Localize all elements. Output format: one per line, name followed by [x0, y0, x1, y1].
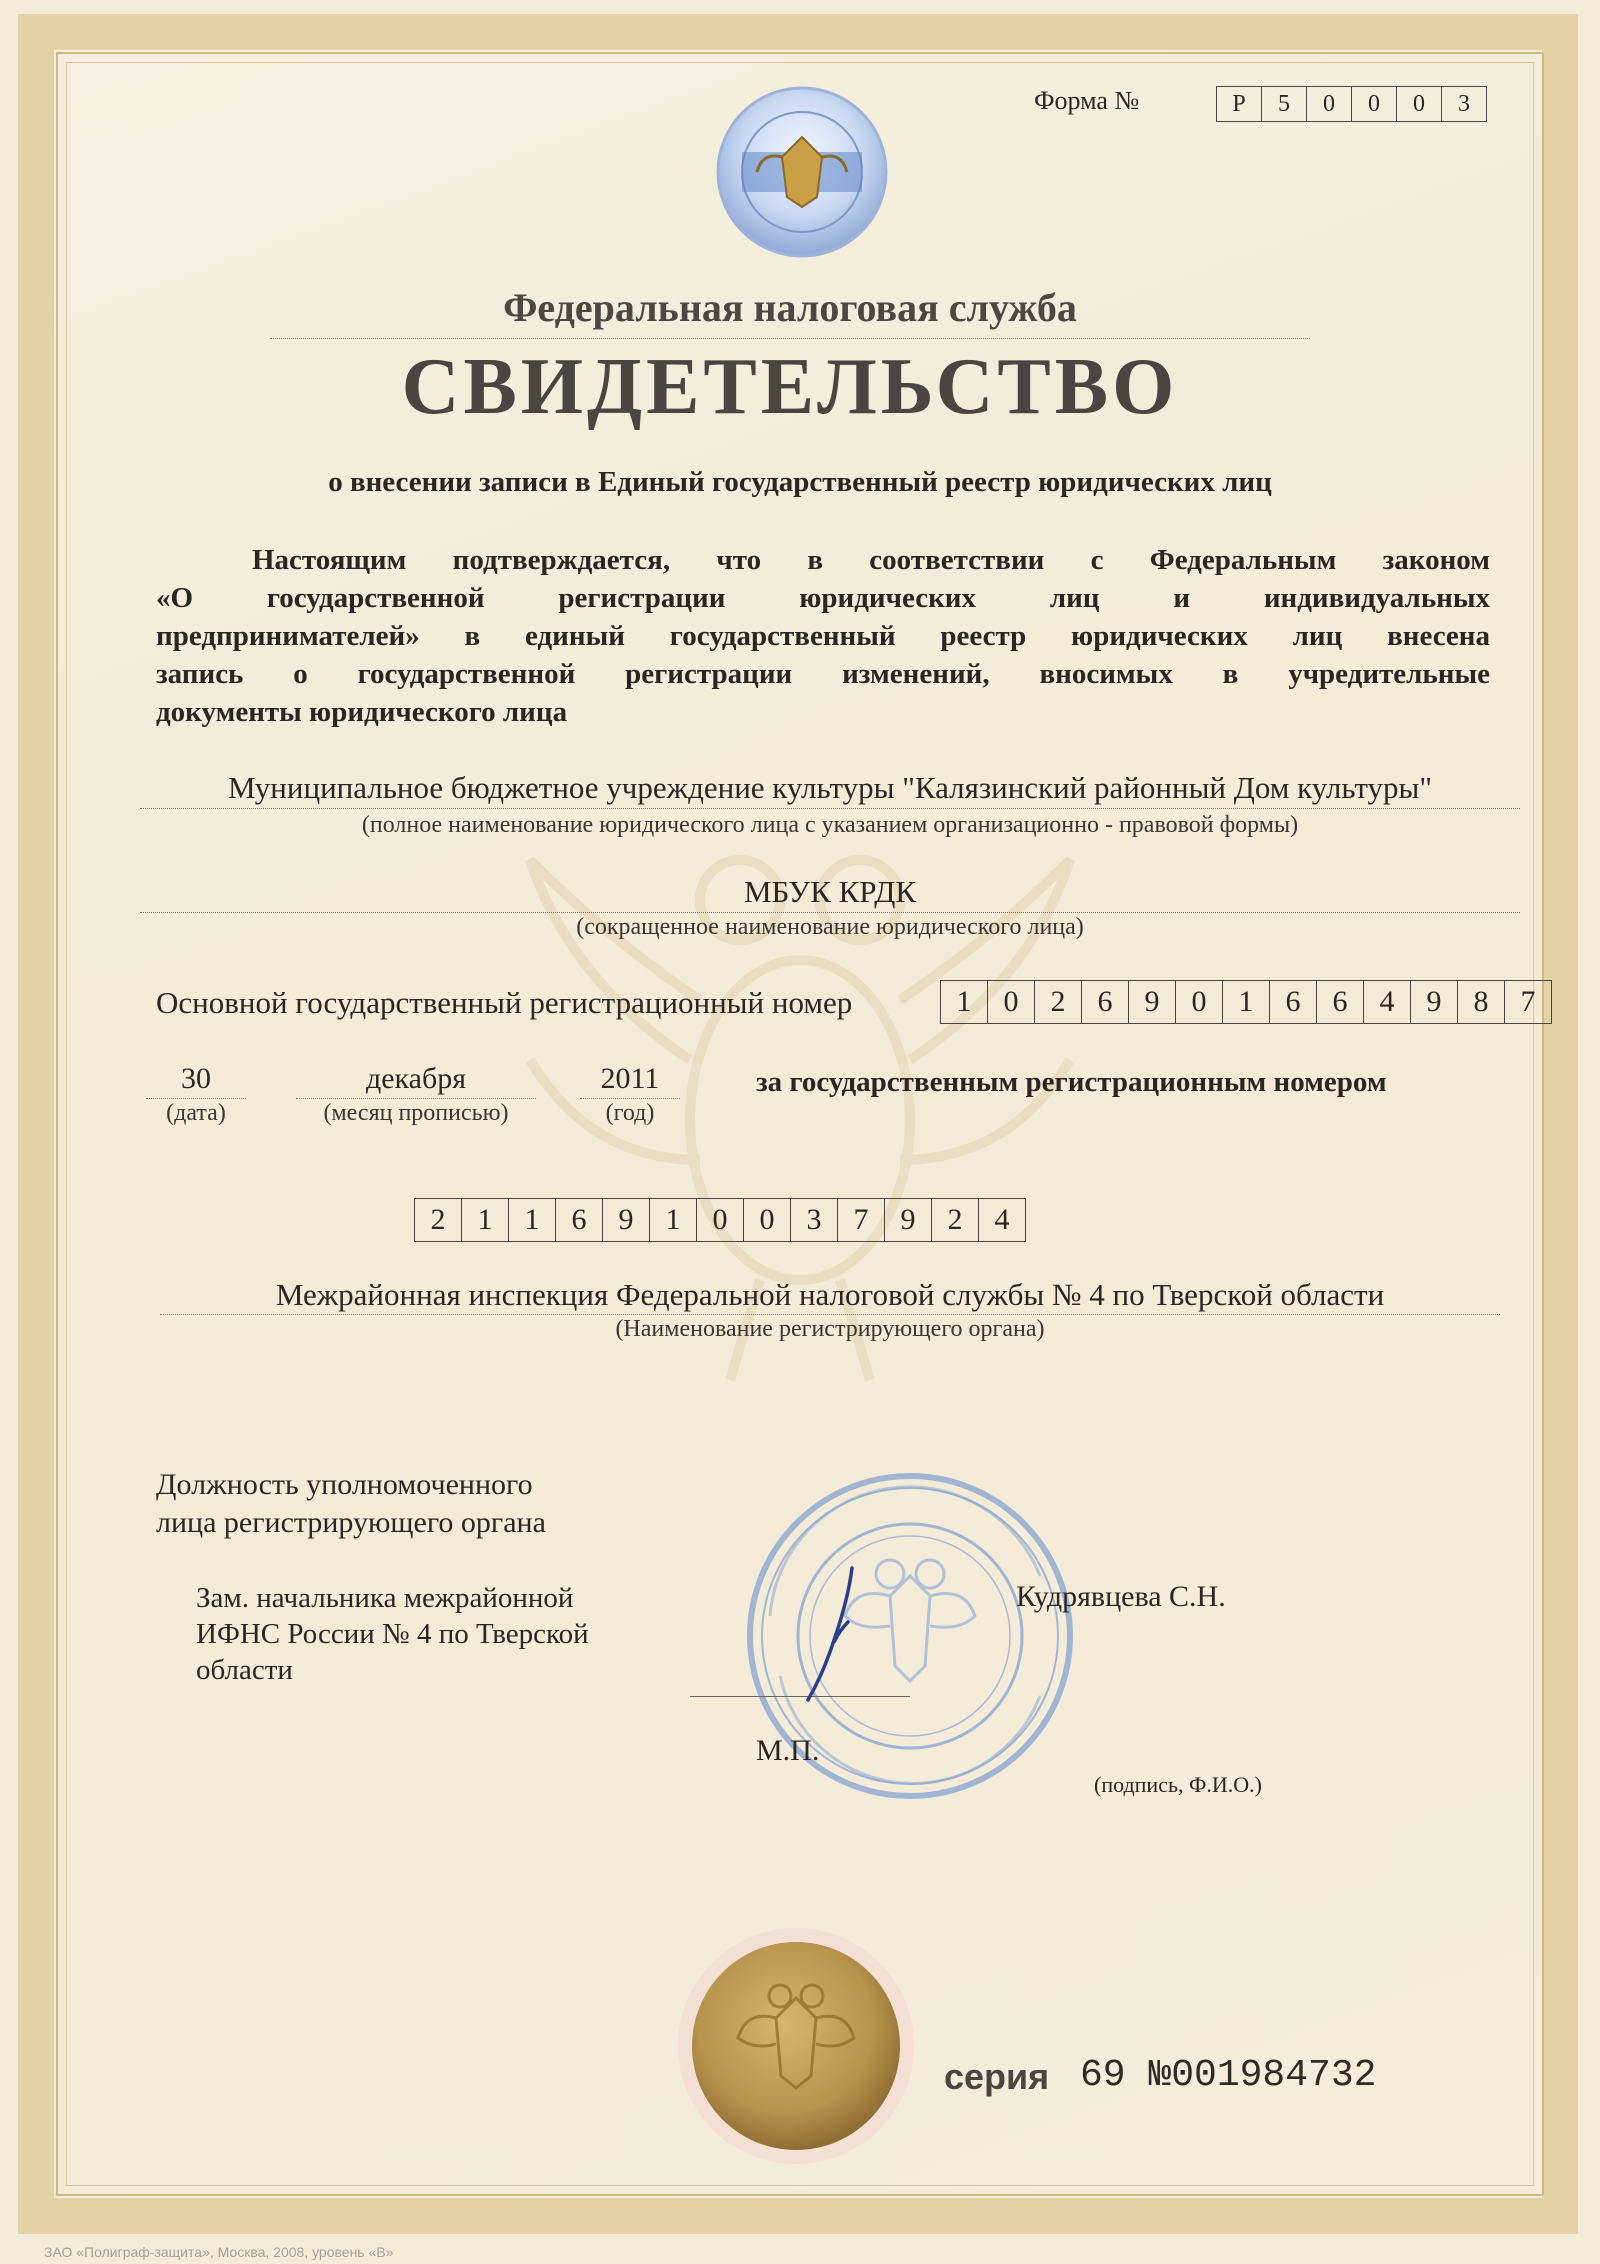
- ogrn-label: Основной государственный регистрационный номер: [156, 985, 853, 1020]
- position-label-line: Должность уполномоченного: [156, 1468, 533, 1501]
- date-year: 2011: [600, 1062, 660, 1095]
- date-year-line: [580, 1098, 680, 1099]
- entity-short-name-line: [140, 912, 1520, 913]
- ogrn-digit: 4: [1364, 981, 1411, 1023]
- signatory-position-line: ИФНС России № 4 по Тверской: [196, 1618, 589, 1650]
- body-line: документы юридического лица: [156, 696, 568, 728]
- series-number: 69 №001984732: [1080, 2054, 1377, 2097]
- ogrn-digit: 7: [1520, 985, 1536, 1018]
- grn-digit: 2: [415, 1199, 462, 1241]
- form-cell: 5: [1262, 87, 1307, 121]
- certificate-title: СВИДЕТЕЛЬСТВО: [401, 343, 1179, 431]
- body-paragraph: [156, 541, 1490, 731]
- date-day-caption: (дата): [166, 1100, 226, 1126]
- ogrn-digit: 0: [988, 981, 1035, 1023]
- entity-full-name-line: [140, 808, 1520, 809]
- ogrn-digit: 6: [1270, 981, 1317, 1023]
- hologram-emblem-icon: [712, 82, 892, 262]
- certificate-subtitle: о внесении записи в Единый государственный реестр юридических лиц: [328, 466, 1272, 498]
- position-label-line: лица регистрирующего органа: [156, 1506, 546, 1539]
- service-underline: [270, 338, 1310, 339]
- signature-caption: (подпись, Ф.И.О.): [1094, 1772, 1262, 1797]
- ogrn-digit: 2: [1035, 981, 1082, 1023]
- grn-digit: 9: [885, 1199, 932, 1241]
- ogrn-digit: 8: [1458, 981, 1505, 1023]
- date-year-caption: (год): [605, 1100, 655, 1126]
- grn-digit: 1: [650, 1199, 697, 1241]
- signatory-name: Кудрявцева С.Н.: [1016, 1580, 1226, 1613]
- entity-full-name-caption: (полное наименование юридического лица с указанием организационно - правовой формы): [361, 812, 1299, 838]
- body-line: предпринимателей» в единый государственный реестр юридических лиц внесена: [156, 620, 1490, 652]
- ogrn-digit: 0: [1176, 981, 1223, 1023]
- ogrn-digit: 6: [1082, 981, 1129, 1023]
- grn-digit: 0: [697, 1199, 744, 1241]
- ogrn-digit: 9: [1411, 981, 1458, 1023]
- entity-short-name-caption: (сокращенное наименование юридического лица): [576, 914, 1084, 940]
- date-day: 30: [181, 1062, 211, 1095]
- series-label: серия: [944, 2056, 1050, 2097]
- grn-digit: 1: [509, 1199, 556, 1241]
- body-line: Настоящим подтверждается, что в соответствии с Федеральным законом: [252, 544, 1490, 576]
- grn-digit: 6: [556, 1199, 603, 1241]
- grn-cells: [414, 1198, 1026, 1242]
- grn-digit: 2: [932, 1199, 979, 1241]
- grn-digit: 1: [462, 1199, 509, 1241]
- form-cell: 0: [1307, 87, 1352, 121]
- grn-digit: 7: [838, 1199, 885, 1241]
- grn-digit: 0: [744, 1199, 791, 1241]
- date-month: декабря: [365, 1062, 467, 1095]
- body-line: запись о государственной регистрации изменений, вносимых в учредительные: [156, 658, 1490, 690]
- form-label: Форма №: [1034, 86, 1140, 115]
- gold-seal-icon: [676, 1926, 916, 2166]
- body-line: «О государственной регистрации юридических лиц и индивидуальных: [156, 582, 1490, 614]
- entity-short-name: МБУК КРДК: [743, 874, 917, 909]
- authority-caption: (Наименование регистрирующего органа): [615, 1316, 1045, 1342]
- date-month-line: [296, 1098, 536, 1099]
- handwritten-signature: [790, 1560, 880, 1710]
- signatory-position-line: Зам. начальника межрайонной: [196, 1582, 574, 1614]
- grn-digit: 3: [791, 1199, 838, 1241]
- signatory-position: [196, 1580, 589, 1688]
- date-month-caption: (месяц прописью): [323, 1100, 509, 1126]
- grn-digit: 9: [603, 1199, 650, 1241]
- printer-footer: ЗАО «Полиграф-защита», Москва, 2008, уровень «В»: [44, 2244, 394, 2260]
- authority-name: Межрайонная инспекция Федеральной налоговой службы № 4 по Тверской области: [275, 1277, 1385, 1312]
- ogrn-digit: 1: [941, 981, 988, 1023]
- form-cell: Р: [1217, 87, 1262, 121]
- grn-label: за государственным регистрационным номером: [756, 1066, 1387, 1098]
- ogrn-digit: 9: [1129, 981, 1176, 1023]
- form-cell: 0: [1397, 87, 1442, 121]
- form-cell: 3: [1458, 90, 1470, 117]
- grn-digit: 4: [994, 1203, 1010, 1236]
- stamp-place-label: М.П.: [756, 1734, 820, 1767]
- position-label: [156, 1466, 546, 1542]
- authority-line: [160, 1314, 1500, 1315]
- date-day-line: [146, 1098, 246, 1099]
- form-number-cells: [1216, 86, 1487, 122]
- signatory-position-line: области: [196, 1654, 293, 1686]
- service-name: Федеральная налоговая служба: [503, 285, 1077, 330]
- ogrn-cells: [940, 980, 1552, 1024]
- entity-full-name: Муниципальное бюджетное учреждение культуры "Калязинский районный Дом культуры": [228, 770, 1432, 805]
- form-cell: 0: [1352, 87, 1397, 121]
- ogrn-digit: 1: [1223, 981, 1270, 1023]
- ogrn-digit: 6: [1317, 981, 1364, 1023]
